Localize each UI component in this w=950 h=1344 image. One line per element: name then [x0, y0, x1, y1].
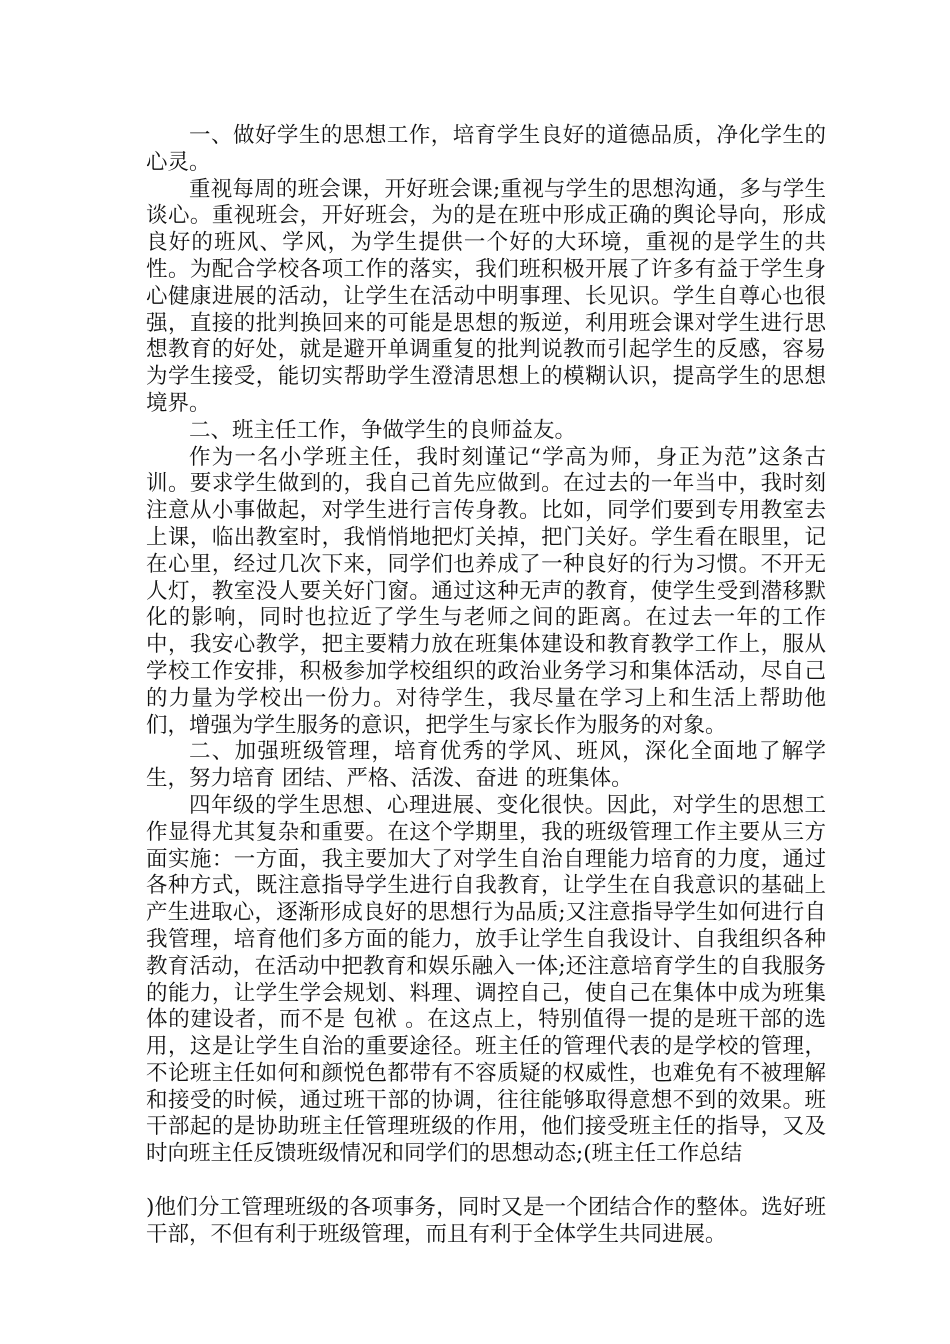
body-paragraph-1: 重视每周的班会课，开好班会课;重视与学生的思想沟通，多与学生谈心。重视班会，开好班会，为的是在班中形成正确的舆论导向，形成良好的班风、学风，为学生提供一个好的大环境，重视的是学生的共性。为配合学校各项工作的落实，我们班积极开展了许多有益于学生身心健康进展的活动，让学生在活动中明事理、长见识。学生自尊心也很强，直接的批判换回来的可能是思想的叛逆，利用班会课对学生进行思想教育的好处，就是避开单调重复的批判说教而引起学生的反感，容易为学生接受，能切实帮助学生澄清思想上的模糊认识，提高学生的思想境界。 — [146, 176, 826, 416]
section-heading-3: 二、加强班级管理，培育优秀的学风、班风，深化全面地了解学生，努力培育 团结、严格、活泼、奋进 的班集体。 — [146, 739, 826, 792]
body-paragraph-2: 作为一名小学班主任，我时刻谨记“学高为师，身正为范”这条古训。要求学生做到的，我自己首先应做到。在过去的一年当中，我时刻注意从小事做起，对学生进行言传身教。比如，同学们要到专用教室去上课，临出教室时，我悄悄地把灯关掉，把门关好。学生看在眼里，记在心里，经过几次下来，同学们也养成了一种良好的行为习惯。不开无人灯，教室没人要关好门窗。通过这种无声的教育，使学生受到潜移默化的影响，同时也拉近了学生与老师之间的距离。在过去一年的工作中，我安心教学，把主要精力放在班集体建设和教育教学工作上，服从学校工作安排，积极参加学校组织的政治业务学习和集体活动，尽自己的力量为学校出一份力。对待学生，我尽量在学习上和生活上帮助他们，增强为学生服务的意识，把学生与家长作为服务的对象。 — [146, 444, 826, 738]
paragraph-gap — [146, 1168, 826, 1195]
section-heading-1: 一、做好学生的思想工作，培育学生良好的道德品质，净化学生的心灵。 — [146, 123, 826, 175]
document-body — [146, 123, 826, 1249]
body-paragraph-4: )他们分工管理班级的各项事务，同时又是一个团结合作的整体。选好班干部，不但有利于班级管理，而且有利于全体学生共同进展。 — [146, 1195, 826, 1247]
section-heading-2: 二、班主任工作，争做学生的良师益友。 — [189, 417, 577, 443]
body-paragraph-3: 四年级的学生思想、心理进展、变化很快。因此，对学生的思想工作显得尤其复杂和重要。在这个学期里，我的班级管理工作主要从三方面实施：一方面，我主要加大了对学生自治自理能力培育的力度，通过各种方式，既注意指导学生进行自我教育，让学生在自我意识的基础上产生进取心，逐渐形成良好的思想行为品质;又注意指导学生如何进行自我管理，培育他们多方面的能力，放手让学生自我设计、自我组织各种教育活动，在活动中把教育和娱乐融入一体;还注意培育学生的自我服务的能力，让学生学会规划、料理、调控自己，使自己在集体中成为班集体的建设者，而不是 包袱 。在这点上，特别值得一提的是班干部的选用，这是让学生自治的重要途径。班主任的管理代表的是学校的管理，不论班主任如何和颜悦色都带有不容质疑的权威性，也难免有不被理解和接受的时候，通过班干部的协调，往往能够取得意想不到的效果。班干部起的是协助班主任管理班级的作用，他们接受班主任的指导，又及时向班主任反馈班级情况和同学们的思想动态;(班主任工作总结 — [146, 792, 826, 1167]
